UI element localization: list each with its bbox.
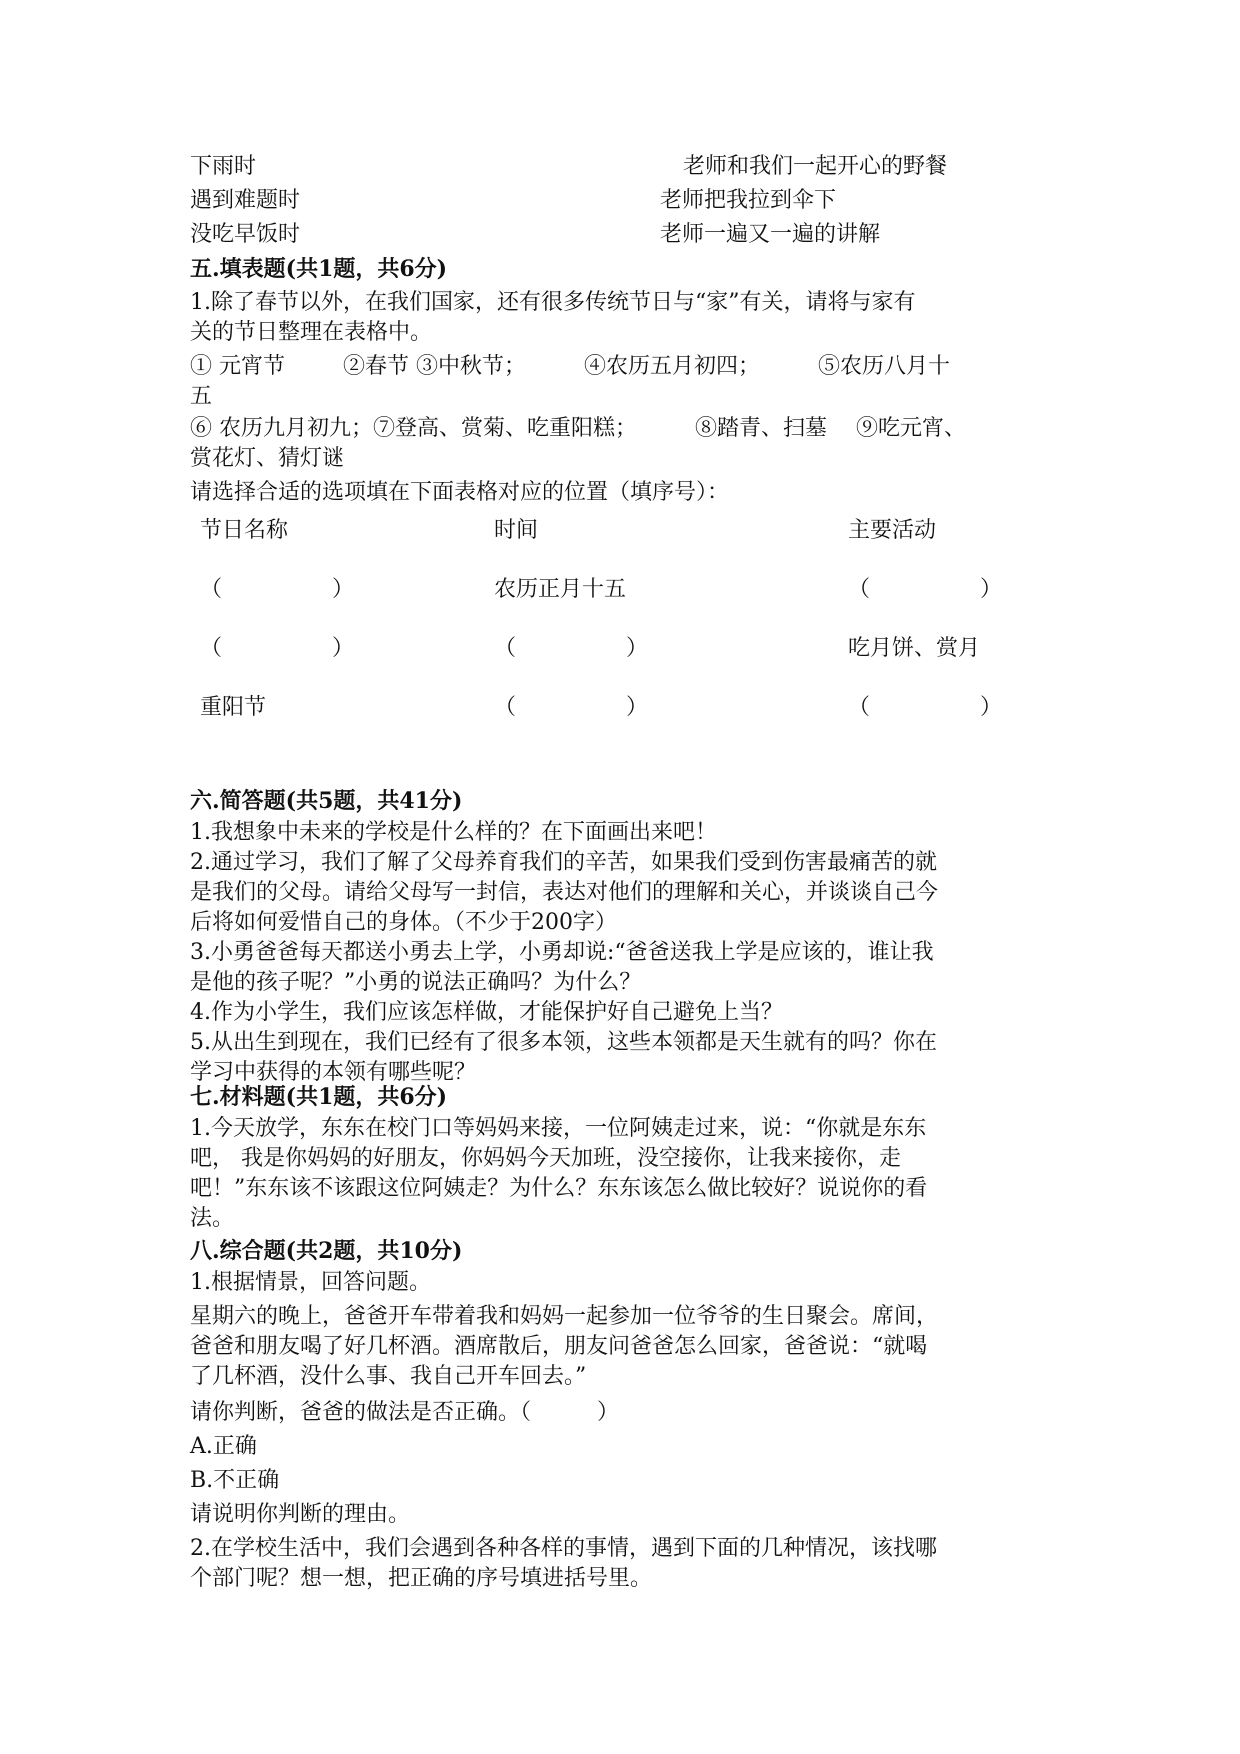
s6-line: 是他的孩子呢？”小勇的说法正确吗？为什么？ <box>190 970 642 995</box>
s6-line: 是我们的父母。请给父母写一封信，表达对他们的理解和关心，并谈谈自己今 <box>190 880 939 905</box>
match-left-1: 下雨时 <box>190 154 257 179</box>
section-7-body <box>190 1114 1070 1234</box>
s6-line: 4.作为小学生，我们应该怎样做，才能保护好自己避免上当？ <box>190 1000 783 1025</box>
table-cell: （ ） <box>848 695 1003 720</box>
match-right-2: 老师把我拉到伞下 <box>660 188 837 213</box>
s8-reason-prompt: 请说明你判断的理由。 <box>190 1502 411 1527</box>
s8-story-line: 了几杯酒，没什么事、我自己开车回去。” <box>190 1364 587 1389</box>
table-header-activity: 主要活动 <box>848 518 937 543</box>
s8-story-line: 星期六的晚上，爸爸开车带着我和妈妈一起参加一位爷爷的生日聚会。席间， <box>190 1304 939 1329</box>
s8-story <box>190 1302 1070 1392</box>
section-8-heading: 八.综合题(共2题，共10分) <box>190 1238 463 1264</box>
section-6-body <box>190 818 1070 1088</box>
s6-line: 2.通过学习，我们了解了父母养育我们的辛苦，如果我们受到伤害最痛苦的就 <box>190 850 937 875</box>
s6-line: 5.从出生到现在，我们已经有了很多本领，这些本领都是天生就有的吗？你在 <box>190 1030 937 1055</box>
section-6-heading: 六.简答题(共5题，共41分) <box>190 788 463 814</box>
s5-options-line-1: ① 元宵节 ②春节 ③中秋节； ④农历五月初四； ⑤农历八月十 <box>190 354 950 379</box>
table-header-time: 时间 <box>494 518 539 543</box>
s8-question-2-line-1: 2.在学校生活中，我们会遇到各种各样的事情，遇到下面的几种情况，该找哪 <box>190 1536 937 1561</box>
table-cell: （ ） <box>200 577 355 602</box>
table-cell: 重阳节 <box>200 695 267 720</box>
table-cell: （ ） <box>494 636 649 661</box>
match-right-3: 老师一遍又一遍的讲解 <box>660 222 881 247</box>
table-cell: （ ） <box>848 577 1003 602</box>
match-left-3: 没吃早饭时 <box>190 222 301 247</box>
s6-line: 后将如何爱惜自己的身体。（不少于200字） <box>190 910 617 935</box>
s7-line: 法。 <box>190 1206 235 1231</box>
table-header-festival: 节日名称 <box>200 518 289 543</box>
s8-option-a: A.正确 <box>190 1434 257 1459</box>
s8-option-b: B.不正确 <box>190 1468 280 1493</box>
s5-question-line-2: 关的节日整理在表格中。 <box>190 320 433 345</box>
s7-line: 吧！”东东该不该跟这位阿姨走？为什么？东东该怎么做比较好？说说你的看 <box>190 1176 928 1201</box>
match-left-2: 遇到难题时 <box>190 188 301 213</box>
table-cell: （ ） <box>494 695 649 720</box>
s7-line: 1.今天放学，东东在校门口等妈妈来接，一位阿姨走过来，说：“你就是东东 <box>190 1116 927 1141</box>
s6-line: 学习中获得的本领有哪些呢？ <box>190 1060 477 1085</box>
s6-line: 3.小勇爸爸每天都送小勇去上学，小勇却说:“爸爸送我上学是应该的，谁让我 <box>190 940 934 965</box>
s8-question-1: 1.根据情景，回答问题。 <box>190 1270 431 1295</box>
table-cell: 吃月饼、赏月 <box>848 636 981 661</box>
table-cell: （ ） <box>200 636 355 661</box>
s5-options-line-2: 五 <box>190 384 213 409</box>
s5-options-line-4: 赏花灯、猜灯谜 <box>190 446 345 471</box>
section-5-heading: 五.填表题(共1题，共6分) <box>190 256 448 282</box>
section-7-heading: 七.材料题(共1题，共6分) <box>190 1084 448 1110</box>
table-cell: 农历正月十五 <box>494 577 627 602</box>
s6-line: 1.我想象中未来的学校是什么样的？在下面画出来吧！ <box>190 820 717 845</box>
s8-question-2-line-2: 个部门呢？想一想，把正确的序号填进括号里。 <box>190 1566 653 1591</box>
s8-story-line: 爸爸和朋友喝了好几杯酒。酒席散后，朋友问爸爸怎么回家，爸爸说：“就喝 <box>190 1334 928 1359</box>
s7-line: 吧， 我是你妈妈的好朋友，你妈妈今天加班，没空接你，让我来接你，走 <box>190 1146 901 1171</box>
s5-instruction: 请选择合适的选项填在下面表格对应的位置（填序号）： <box>190 480 730 505</box>
s5-options-line-3: ⑥ 农历九月初九；⑦登高、赏菊、吃重阳糕； ⑧踏青、扫墓 ⑨吃元宵、 <box>190 416 966 441</box>
match-right-1: 老师和我们一起开心的野餐 <box>683 154 948 179</box>
s5-question-line-1: 1.除了春节以外，在我们国家，还有很多传统节日与“家”有关，请将与家有 <box>190 290 916 315</box>
s8-judge-prompt: 请你判断，爸爸的做法是否正确。（ ） <box>190 1400 620 1425</box>
